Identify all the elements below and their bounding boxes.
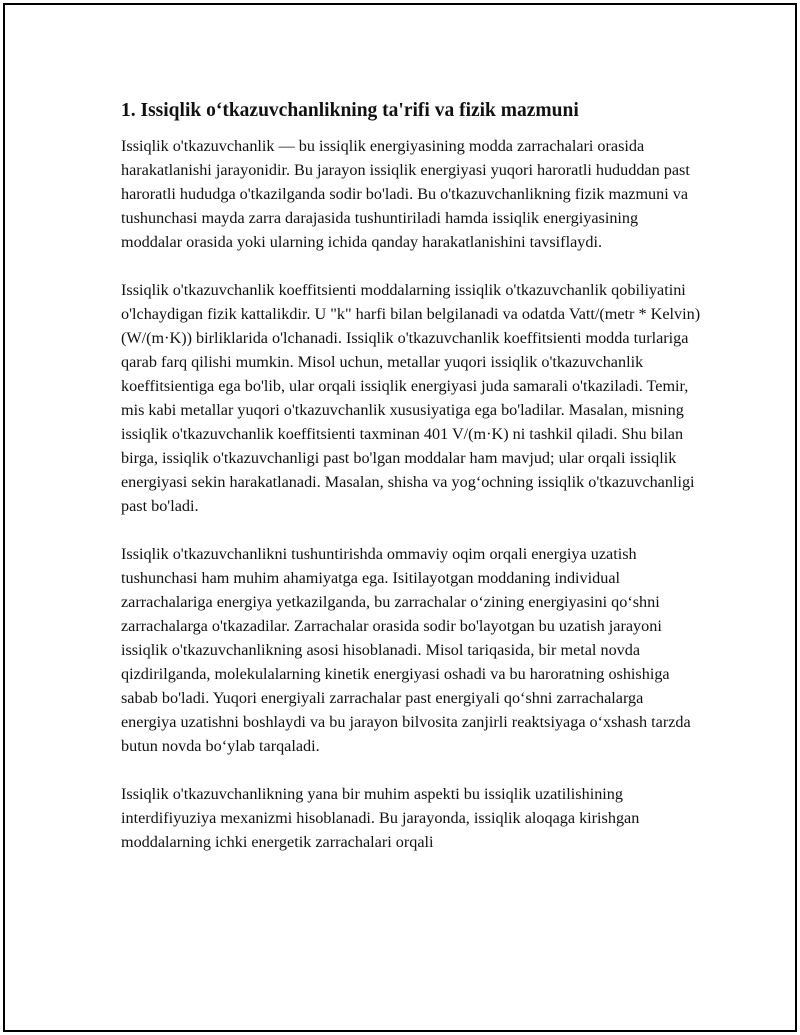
section-heading: 1. Issiqlik o‘tkazuvchanlikning ta'rifi va fizik mazmuni — [121, 100, 579, 121]
paragraph-coefficient: Issiqlik o'tkazuvchanlik koeffitsienti moddalarning issiqlik o'tkazuvchanlik qobiliyatini o'lchaydigan fizik kattalikdir. U "k" harfi bilan belgilanadi va odatda Vatt/(metr * Kelvin) (W/(m·K)) birliklarida o'lchanadi. Issiqlik o'tkazuvchanlik koeffitsienti modda turlariga qarab farq qilishi mumkin. Misol uchun, metallar yuqori issiqlik o'tkazuvchanlik koeffitsientiga ega bo'lib, ular orqali issiqlik energiyasi juda samarali o'tkaziladi. Temir, mis kabi metallar yuqori o'tkazuvchanlik xususiyatiga ega bo'ladilar. Masalan, misning issiqlik o'tkazuvchanlik koeffitsienti taxminan 401 V/(m·K) ni tashkil qiladi. Shu bilan birga, issiqlik o'tkazuvchanligi past bo'lgan moddalar ham mavjud; ular orqali issiqlik energiyasi sekin harakatlanadi. Masalan, shisha va yog‘ochning issiqlik o'tkazuvchanligi past bo'ladi. — [121, 281, 701, 515]
document-page — [3, 3, 797, 1032]
paragraph-definition: Issiqlik o'tkazuvchanlik — bu issiqlik energiyasining modda zarrachalari orasida harakatlanishi jarayonidir. Bu jarayon issiqlik energiyasi yuqori haroratli hududdan past haroratli hududga o'tkazilganda sodir bo'ladi. Bu o'tkazuvchanlikning fizik mazmuni va tushunchasi mayda zarra darajasida tushuntiriladi hamda issiqlik energiyasining moddalar orasida yoki ularning ichida qanday harakatlanishini tavsiflaydi. — [121, 137, 690, 251]
paragraph-interdiffusion: Issiqlik o'tkazuvchanlikning yana bir muhim aspekti bu issiqlik uzatilishining interdifiyuziya mexanizmi hisoblanadi. Bu jarayonda, issiqlik aloqaga kirishgan moddalarning ichki energetik zarrachalari orqali — [121, 785, 640, 851]
document-content — [121, 97, 701, 878]
paragraph-energy-transfer: Issiqlik o'tkazuvchanlikni tushuntirishda ommaviy oqim orqali energiya uzatish tushunchasi ham muhim ahamiyatga ega. Isitilayotgan moddaning individual zarrachalariga energiya yetkazilganda, bu zarrachalar o‘zining energiyasini qo‘shni zarrachalarga o'tkazadilar. Zarrachalar orasida sodir bo'layotgan bu uzatish jarayoni issiqlik o'tkazuvchanlikning asosi hisoblanadi. Misol tariqasida, bir metal novda qizdirilganda, molekulalarning kinetik energiyasi oshadi va bu haroratning oshishiga sabab bo'ladi. Yuqori energiyali zarrachalar past energiyali qo‘shni zarrachalarga energiya uzatishni boshlaydi va bu jarayon bilvosita zanjirli reaktsiyaga o‘xshash tarzda butun novda bo‘ylab tarqaladi. — [121, 545, 691, 755]
